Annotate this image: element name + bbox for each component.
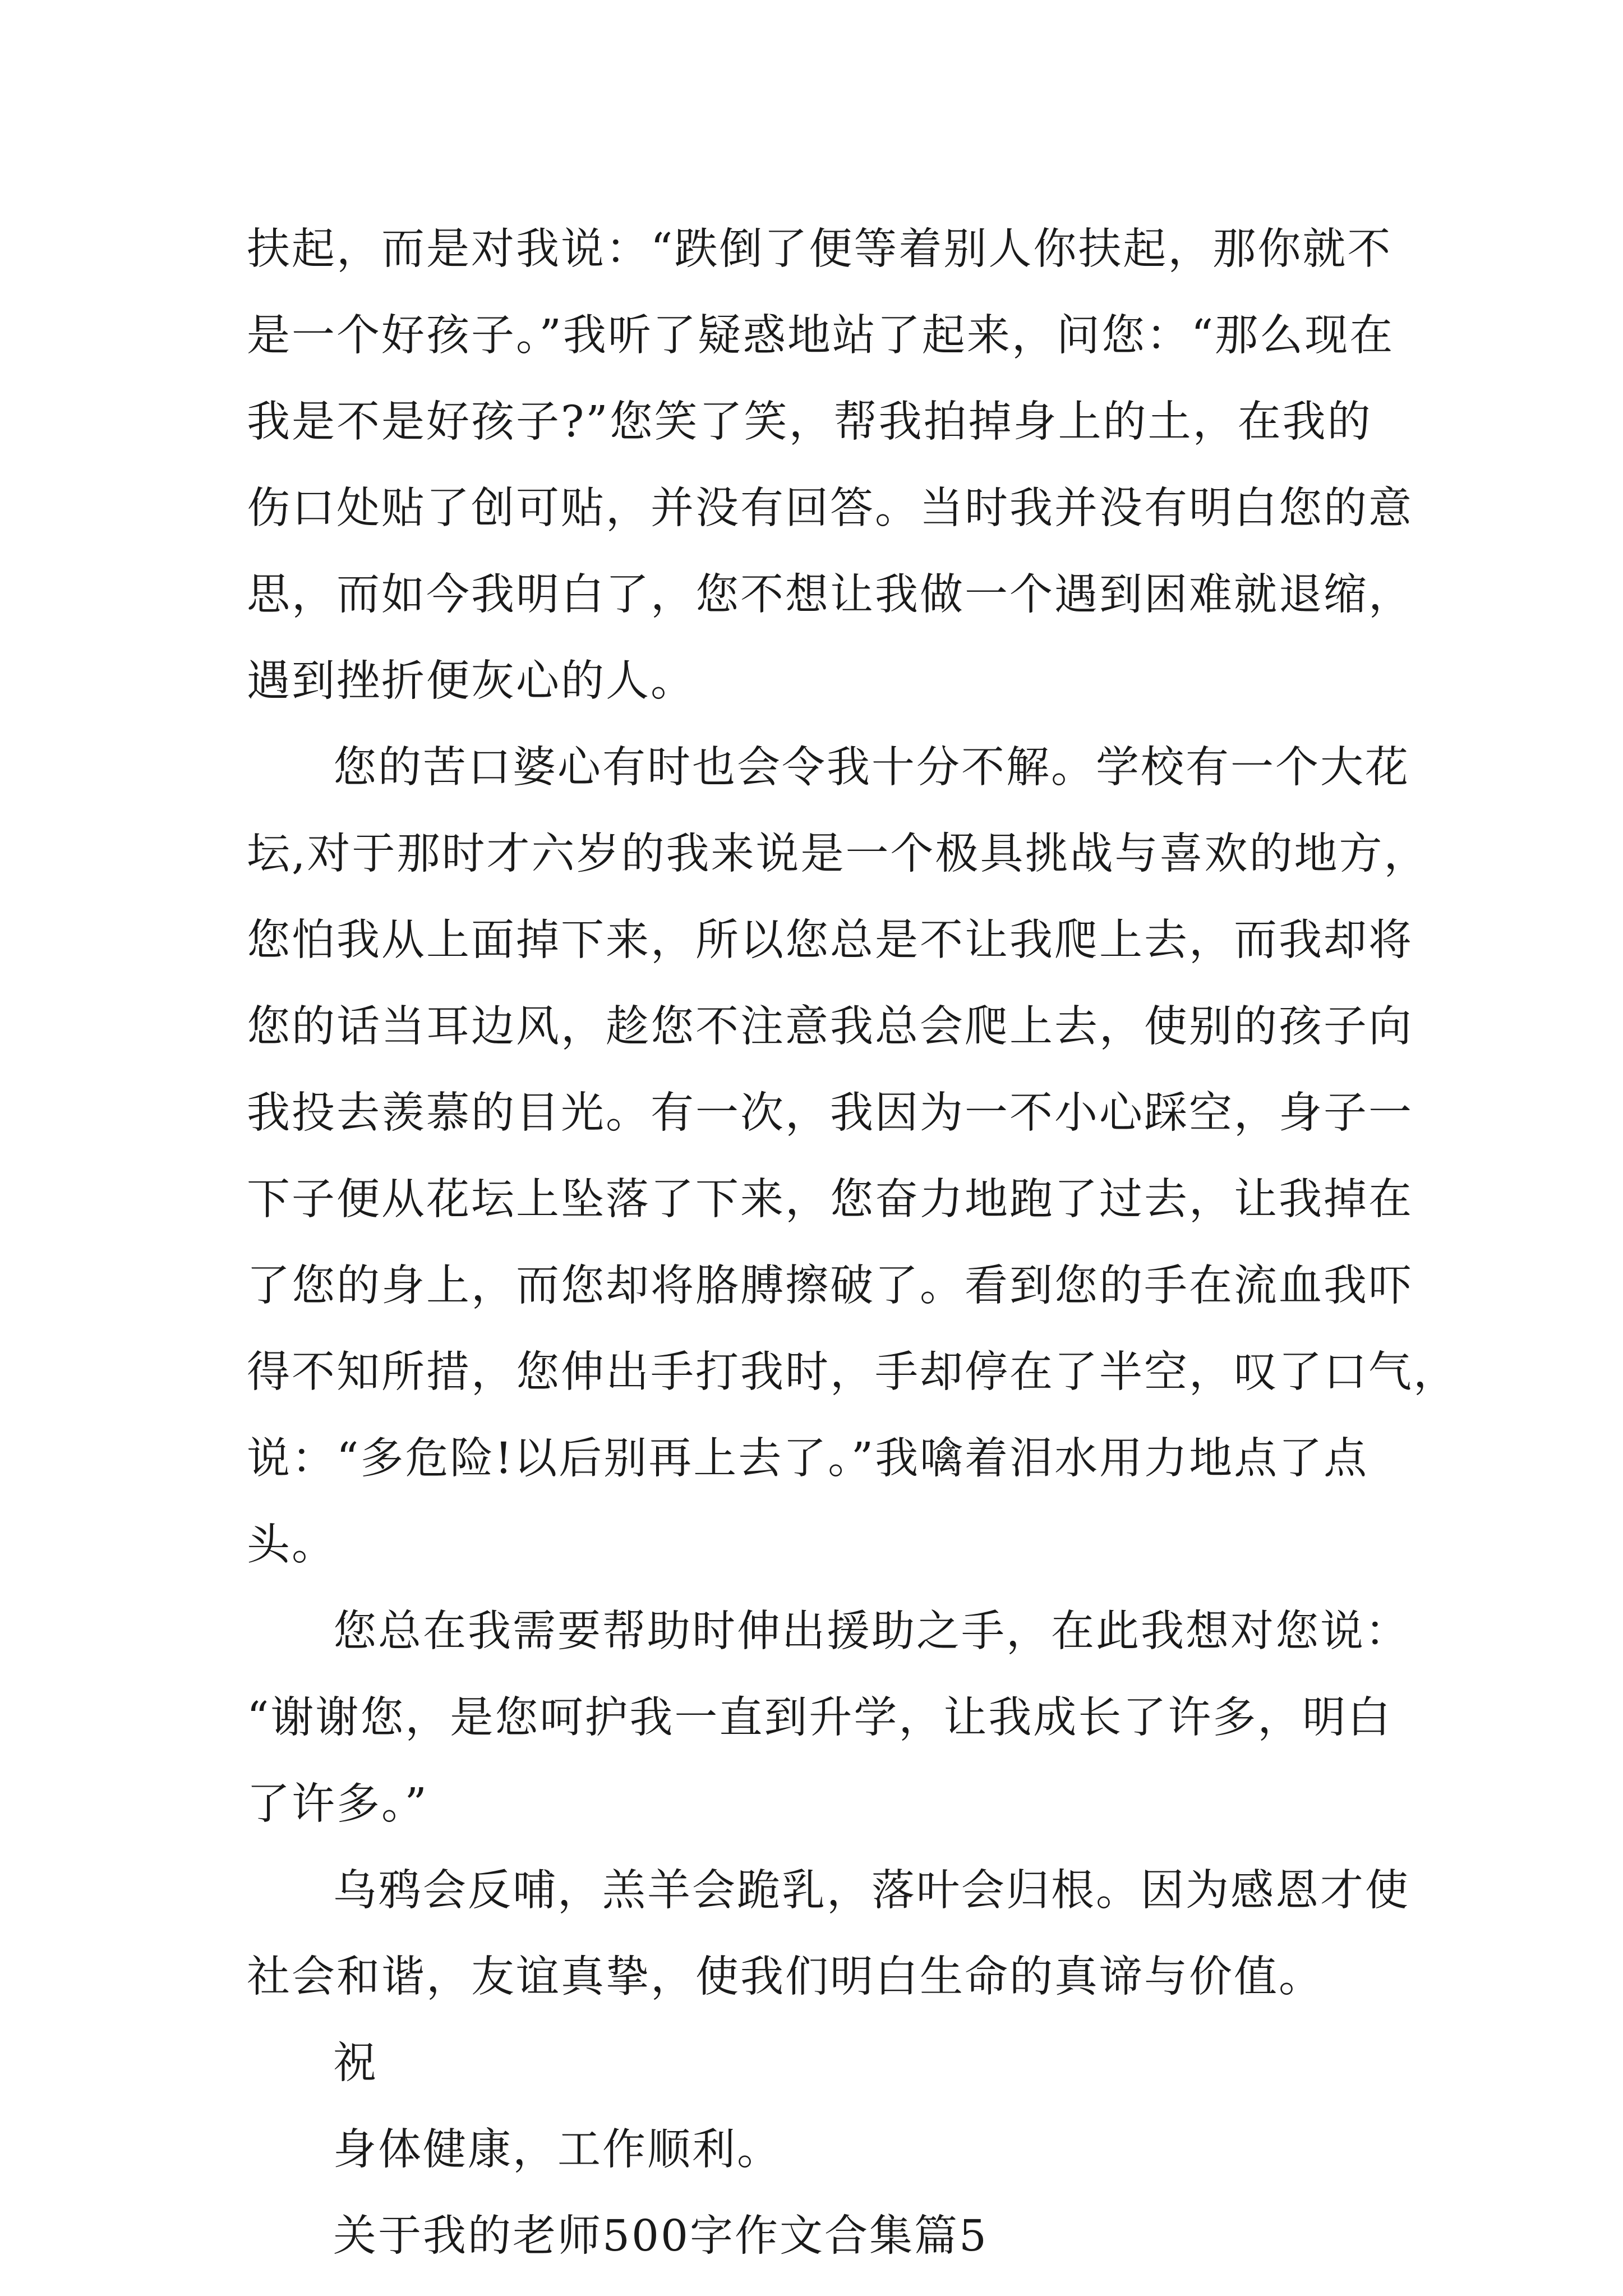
- text-line: 遇到挫折便灰心的人。: [247, 656, 695, 706]
- paragraph-2: [247, 725, 1458, 1589]
- section-heading: [247, 2193, 1391, 2280]
- closing-salutation: [247, 2021, 1391, 2107]
- closing-wish: [247, 2107, 1391, 2193]
- paragraph-1: [247, 206, 1413, 725]
- text-line: 是一个好孩子。”我听了疑惑地站了起来，问您：“那么现在: [247, 311, 1395, 361]
- text-line: “谢谢您，是您呵护我一直到升学，让我成长了许多，明白: [247, 1693, 1393, 1743]
- text-line: 社会和谐，友谊真挚，使我们明白生命的真谛与价值。: [247, 1952, 1324, 2002]
- text-line: 下子便从花坛上坠落了下来，您奋力地跑了过去，让我掉在: [247, 1175, 1413, 1225]
- text-line: 您的苦口婆心有时也会令我十分不解。学校有一个大花: [333, 743, 1410, 793]
- text-line: 关于我的老师500字作文合集篇5: [333, 2211, 988, 2261]
- text-line: 您总在我需要帮助时伸出援助之手，在此我想对您说：: [333, 1607, 1410, 1657]
- document-body: [247, 206, 1458, 2280]
- paragraph-3: [247, 1589, 1410, 1848]
- text-line: 我是不是好孩子?”您笑了笑，帮我拍掉身上的土，在我的: [247, 397, 1372, 447]
- text-line: 得不知所措，您伸出手打我时，手却停在了半空，叹了口气，: [247, 1347, 1458, 1397]
- text-line: 您怕我从上面掉下来，所以您总是不让我爬上去，而我却将: [247, 915, 1413, 965]
- text-line: 乌鸦会反哺，羔羊会跪乳，落叶会归根。因为感恩才使: [333, 1866, 1410, 1916]
- paragraph-4: [247, 1848, 1410, 2021]
- text-line: 说：“多危险!以后别再上去了。”我噙着泪水用力地点了点: [247, 1434, 1369, 1484]
- text-line: 祝: [333, 2039, 378, 2088]
- text-line: 我投去羡慕的目光。有一次，我因为一不小心踩空，身子一: [247, 1088, 1413, 1138]
- text-line: 了许多。”: [247, 1779, 428, 1829]
- text-line: 伤口处贴了创可贴，并没有回答。当时我并没有明白您的意: [247, 484, 1413, 533]
- text-line: 扶起，而是对我说：“跌倒了便等着别人你扶起，那你就不: [247, 224, 1393, 274]
- text-line: 了您的身上，而您却将胳膊擦破了。看到您的手在流血我吓: [247, 1261, 1413, 1311]
- text-line: 您的话当耳边风，趁您不注意我总会爬上去，使别的孩子向: [247, 1002, 1413, 1052]
- text-line: 思，而如今我明白了，您不想让我做一个遇到困难就退缩，: [247, 570, 1413, 620]
- text-line: 坛,对于那时才六岁的我来说是一个极具挑战与喜欢的地方，: [247, 829, 1429, 879]
- text-line: 身体健康，工作顺利。: [333, 2125, 782, 2175]
- text-line: 头。: [247, 1520, 336, 1570]
